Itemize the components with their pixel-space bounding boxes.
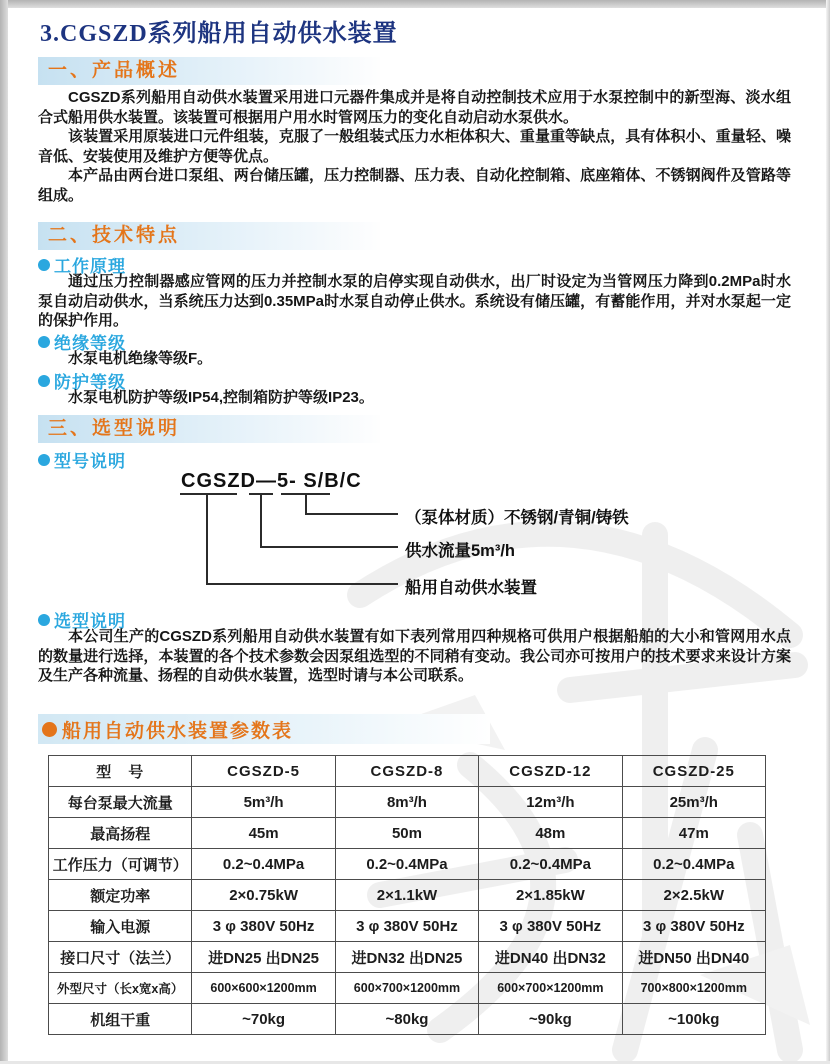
table-cell: 3 φ 380V 50Hz [335,911,478,942]
model-code: CGSZD—5- S/B/C [181,470,362,492]
table-cell: 进DN32 出DN25 [335,942,478,973]
parameter-table [48,755,766,1035]
table-cell: 3 φ 380V 50Hz [479,911,622,942]
col-header-cgszd-12: CGSZD-12 [479,756,622,787]
section-heading-overview [38,57,380,85]
table-cell: 进DN50 出DN40 [622,942,765,973]
page-title: 3.CGSZD系列船用自动供水装置 [40,21,398,47]
callout-material: （泵体材质）不锈钢/青铜/铸铁 [405,509,629,527]
protection-paragraph: 水泵电机防护等级IP54,控制箱防护等级IP23。 [68,389,374,406]
row-label: 机组干重 [49,1004,192,1035]
table-cell: 0.2~0.4MPa [335,849,478,880]
table-cell: 5m³/h [192,787,335,818]
callout-line [305,513,398,515]
callout-line [305,493,307,515]
table-cell: 600×600×1200mm [192,973,335,1004]
feature-label: 选型说明 [54,612,126,631]
table-cell: 0.2~0.4MPa [622,849,765,880]
row-label: 工作压力（可调节） [49,849,192,880]
selection-notes-text [38,627,791,686]
table-cell: 12m³/h [479,787,622,818]
table-cell: ~80kg [335,1004,478,1035]
bullet-icon [38,614,50,626]
table-cell: 8m³/h [335,787,478,818]
table-cell: ~70kg [192,1004,335,1035]
table-row [49,1004,766,1035]
bullet-icon [42,722,57,737]
table-cell: 700×800×1200mm [622,973,765,1004]
overview-paragraph-1: CGSZD系列船用自动供水装置采用进口元器件集成并是将自动控制技术应用于水泵控制中的新型海、淡水组合式船用供水装置。该装置可根据用户用水时管网压力的变化自动启动水泵供水。 [38,89,791,126]
row-label: 接口尺寸（法兰） [49,942,192,973]
callout-line [260,493,262,548]
table-row [49,942,766,973]
scan-edge-right [826,0,830,1064]
callout-device: 船用自动供水装置 [405,579,537,597]
table-row [49,880,766,911]
row-label: 额定功率 [49,880,192,911]
table-header-row [49,756,766,787]
col-header-cgszd-25: CGSZD-25 [622,756,765,787]
table-cell: 3 φ 380V 50Hz [622,911,765,942]
table-cell: 进DN40 出DN32 [479,942,622,973]
table-row [49,973,766,1004]
table-cell: 48m [479,818,622,849]
section-heading-text: 一、产品概述 [48,60,181,81]
table-cell: 600×700×1200mm [479,973,622,1004]
section-heading-features [38,222,380,250]
scan-edge-top [0,0,830,8]
row-label: 每台泵最大流量 [49,787,192,818]
table-cell: ~90kg [479,1004,622,1035]
bullet-icon [38,375,50,387]
section-heading-text: 三、选型说明 [48,418,181,439]
feature-label: 防护等级 [54,373,126,392]
row-label: 外型尺寸（长x宽x高） [49,973,192,1004]
table-cell: 2×1.1kW [335,880,478,911]
table-cell: 25m³/h [622,787,765,818]
callout-line [260,546,398,548]
table-row [49,818,766,849]
param-table-heading [38,714,490,744]
row-label: 输入电源 [49,911,192,942]
callout-flow: 供水流量5m³/h [405,542,516,560]
bullet-icon [38,259,50,271]
table-cell: ~100kg [622,1004,765,1035]
model-designation-label [38,447,126,472]
callout-line [206,583,398,585]
bullet-icon [38,454,50,466]
callout-line [206,493,208,585]
overview-paragraph-2: 该装置采用原装进口元件组装，克服了一般组装式压力水柜体积大、重量重等缺点，具有体积小、重量轻、噪音低、安装使用及维护方便等优点。 [38,128,791,165]
working-principle-text [38,272,791,331]
overview-paragraph-3: 本产品由两台进口泵组、两台储压罐，压力控制器、压力表、自动化控制箱、底座箱体、不锈钢阀件及管路等组成。 [38,167,791,204]
col-header-cgszd-8: CGSZD-8 [335,756,478,787]
section-heading-selection [38,415,380,443]
feature-label: 绝缘等级 [54,334,126,353]
table-cell: 45m [192,818,335,849]
table-cell: 2×1.85kW [479,880,622,911]
model-code-diagram [0,470,830,612]
protection-text [38,388,791,408]
table-row [49,911,766,942]
table-cell: 50m [335,818,478,849]
table-cell: 2×0.75kW [192,880,335,911]
param-table-heading-text: 船用自动供水装置参数表 [62,720,294,742]
col-header-model: 型 号 [49,756,192,787]
scan-edge-left [0,0,8,1064]
insulation-paragraph: 水泵电机绝缘等级F。 [68,350,213,367]
table-cell: 进DN25 出DN25 [192,942,335,973]
underline-segment [180,493,237,495]
table-cell: 0.2~0.4MPa [479,849,622,880]
feature-label: 工作原理 [54,257,126,276]
bullet-icon [38,336,50,348]
table-cell: 47m [622,818,765,849]
table-row [49,787,766,818]
feature-label: 型号说明 [54,452,126,471]
table-row [49,849,766,880]
selection-paragraph: 本公司生产的CGSZD系列船用自动供水装置有如下表列常用四种规格可供用户根据船舶的大小和管网用水点的数量进行选择，本装置的各个技术参数会因泵组选型的不同稍有变动。我公司亦可按用户的技术要求来设计方案及生产各种流量、扬程的自动供水装置，选型时请与本公司联系。 [38,628,791,684]
overview-paragraphs [38,88,791,205]
insulation-text [38,349,791,369]
row-label: 最高扬程 [49,818,192,849]
table-cell: 600×700×1200mm [335,973,478,1004]
section-heading-text: 二、技术特点 [48,225,181,246]
col-header-cgszd-5: CGSZD-5 [192,756,335,787]
table-cell: 3 φ 380V 50Hz [192,911,335,942]
table-cell: 2×2.5kW [622,880,765,911]
table-cell: 0.2~0.4MPa [192,849,335,880]
working-principle-paragraph: 通过压力控制器感应管网的压力并控制水泵的启停实现自动供水，出厂时设定为当管网压力降到0.2MPa时水泵自动启动供水，当系统压力达到0.35MPa时水泵自动停止供水。系统设有储压罐，有蓄能作用，并对水泵起一定的保护作用。 [38,273,791,329]
